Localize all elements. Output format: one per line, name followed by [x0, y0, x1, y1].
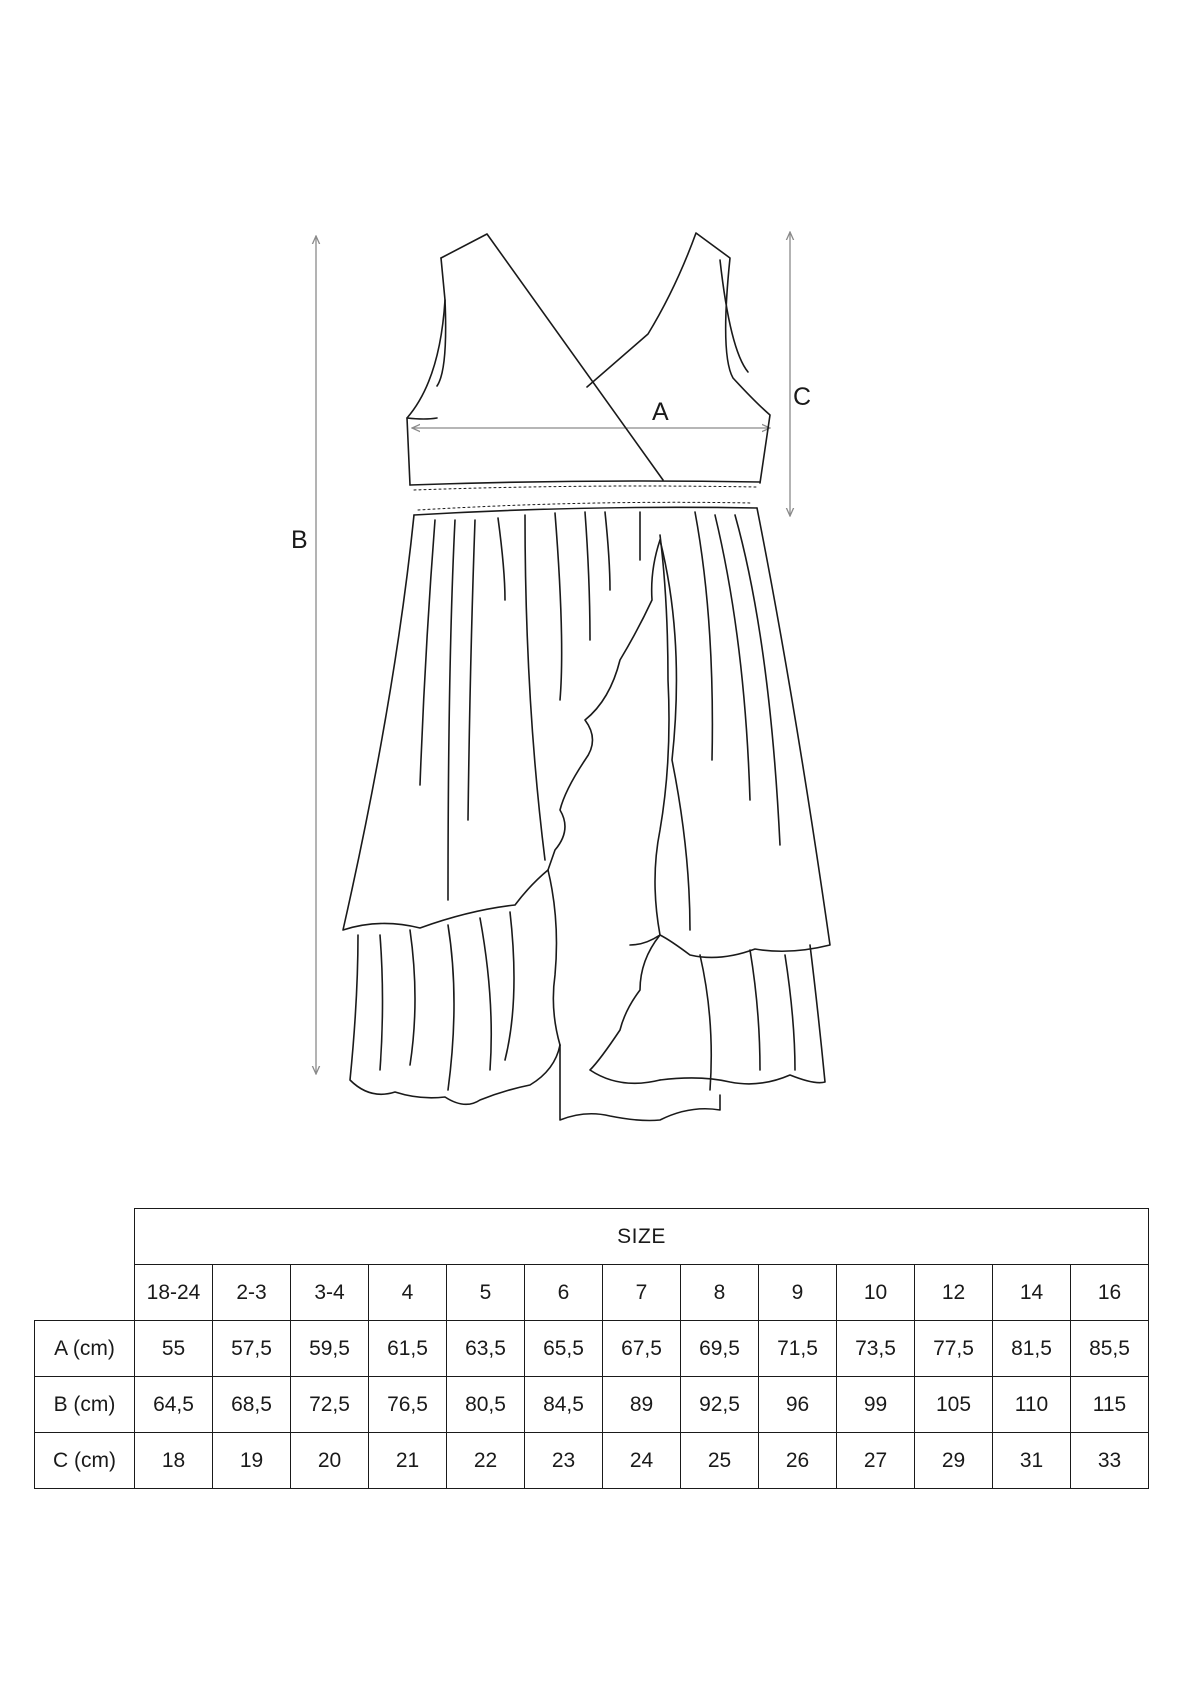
- table-cell: 24: [603, 1433, 681, 1489]
- dress-waistband: [410, 481, 760, 515]
- table-cell: 81,5: [993, 1321, 1071, 1377]
- table-cell: 89: [603, 1377, 681, 1433]
- table-cell: 76,5: [369, 1377, 447, 1433]
- table-cell: 77,5: [915, 1321, 993, 1377]
- table-cell: 105: [915, 1377, 993, 1433]
- size-label: 7: [603, 1265, 681, 1321]
- table-corner: [35, 1265, 135, 1321]
- table-cell: 25: [681, 1433, 759, 1489]
- dress-outline: [343, 233, 830, 1121]
- size-labels-row: [35, 1265, 1149, 1321]
- table-cell: 115: [1071, 1377, 1149, 1433]
- table-cell: 29: [915, 1433, 993, 1489]
- size-label: 3-4: [291, 1265, 369, 1321]
- table-row-a: [35, 1321, 1149, 1377]
- table-cell: 63,5: [447, 1321, 525, 1377]
- size-label: 2-3: [213, 1265, 291, 1321]
- table-cell: 18: [135, 1433, 213, 1489]
- table-corner: [35, 1209, 135, 1265]
- size-label: 16: [1071, 1265, 1149, 1321]
- table-cell: 73,5: [837, 1321, 915, 1377]
- table-cell: 55: [135, 1321, 213, 1377]
- table-cell: 31: [993, 1433, 1071, 1489]
- dress-bodice: [407, 233, 770, 485]
- table-row-b: [35, 1377, 1149, 1433]
- size-label: 14: [993, 1265, 1071, 1321]
- table-cell: 64,5: [135, 1377, 213, 1433]
- size-label: 9: [759, 1265, 837, 1321]
- table-cell: 61,5: [369, 1321, 447, 1377]
- table-cell: 21: [369, 1433, 447, 1489]
- dress-lower-skirt: [350, 912, 825, 1121]
- table-cell: 20: [291, 1433, 369, 1489]
- dimension-a-label: A: [652, 398, 669, 426]
- table-cell: 110: [993, 1377, 1071, 1433]
- table-cell: 22: [447, 1433, 525, 1489]
- size-label: 12: [915, 1265, 993, 1321]
- table-cell: 33: [1071, 1433, 1149, 1489]
- dimension-c: [790, 232, 811, 516]
- size-label: 18-24: [135, 1265, 213, 1321]
- dimension-a: [412, 398, 770, 428]
- row-label-b: B (cm): [35, 1377, 135, 1433]
- table-cell: 80,5: [447, 1377, 525, 1433]
- table-cell: 99: [837, 1377, 915, 1433]
- table-cell: 92,5: [681, 1377, 759, 1433]
- table-cell: 27: [837, 1433, 915, 1489]
- table-cell: 85,5: [1071, 1321, 1149, 1377]
- table-row-c: [35, 1433, 1149, 1489]
- table-cell: 19: [213, 1433, 291, 1489]
- size-header: SIZE: [135, 1209, 1149, 1265]
- table-cell: 96: [759, 1377, 837, 1433]
- dress-wrap-ruffle: [548, 535, 669, 1083]
- size-label: 8: [681, 1265, 759, 1321]
- dimension-b: [291, 236, 316, 1074]
- table-cell: 57,5: [213, 1321, 291, 1377]
- dimension-c-label: C: [793, 383, 812, 411]
- table-cell: 71,5: [759, 1321, 837, 1377]
- size-header-row: [35, 1209, 1149, 1265]
- table-cell: 23: [525, 1433, 603, 1489]
- row-label-a: A (cm): [35, 1321, 135, 1377]
- size-label: 5: [447, 1265, 525, 1321]
- table-cell: 84,5: [525, 1377, 603, 1433]
- table-cell: 65,5: [525, 1321, 603, 1377]
- size-chart-table: [34, 1208, 1149, 1489]
- size-label: 10: [837, 1265, 915, 1321]
- dress-upper-skirt: [343, 508, 830, 957]
- size-label: 6: [525, 1265, 603, 1321]
- table-cell: 59,5: [291, 1321, 369, 1377]
- table-cell: 69,5: [681, 1321, 759, 1377]
- table-cell: 72,5: [291, 1377, 369, 1433]
- size-label: 4: [369, 1265, 447, 1321]
- row-label-c: C (cm): [35, 1433, 135, 1489]
- table-cell: 68,5: [213, 1377, 291, 1433]
- table-cell: 26: [759, 1433, 837, 1489]
- table-cell: 67,5: [603, 1321, 681, 1377]
- dimension-b-label: B: [291, 526, 308, 554]
